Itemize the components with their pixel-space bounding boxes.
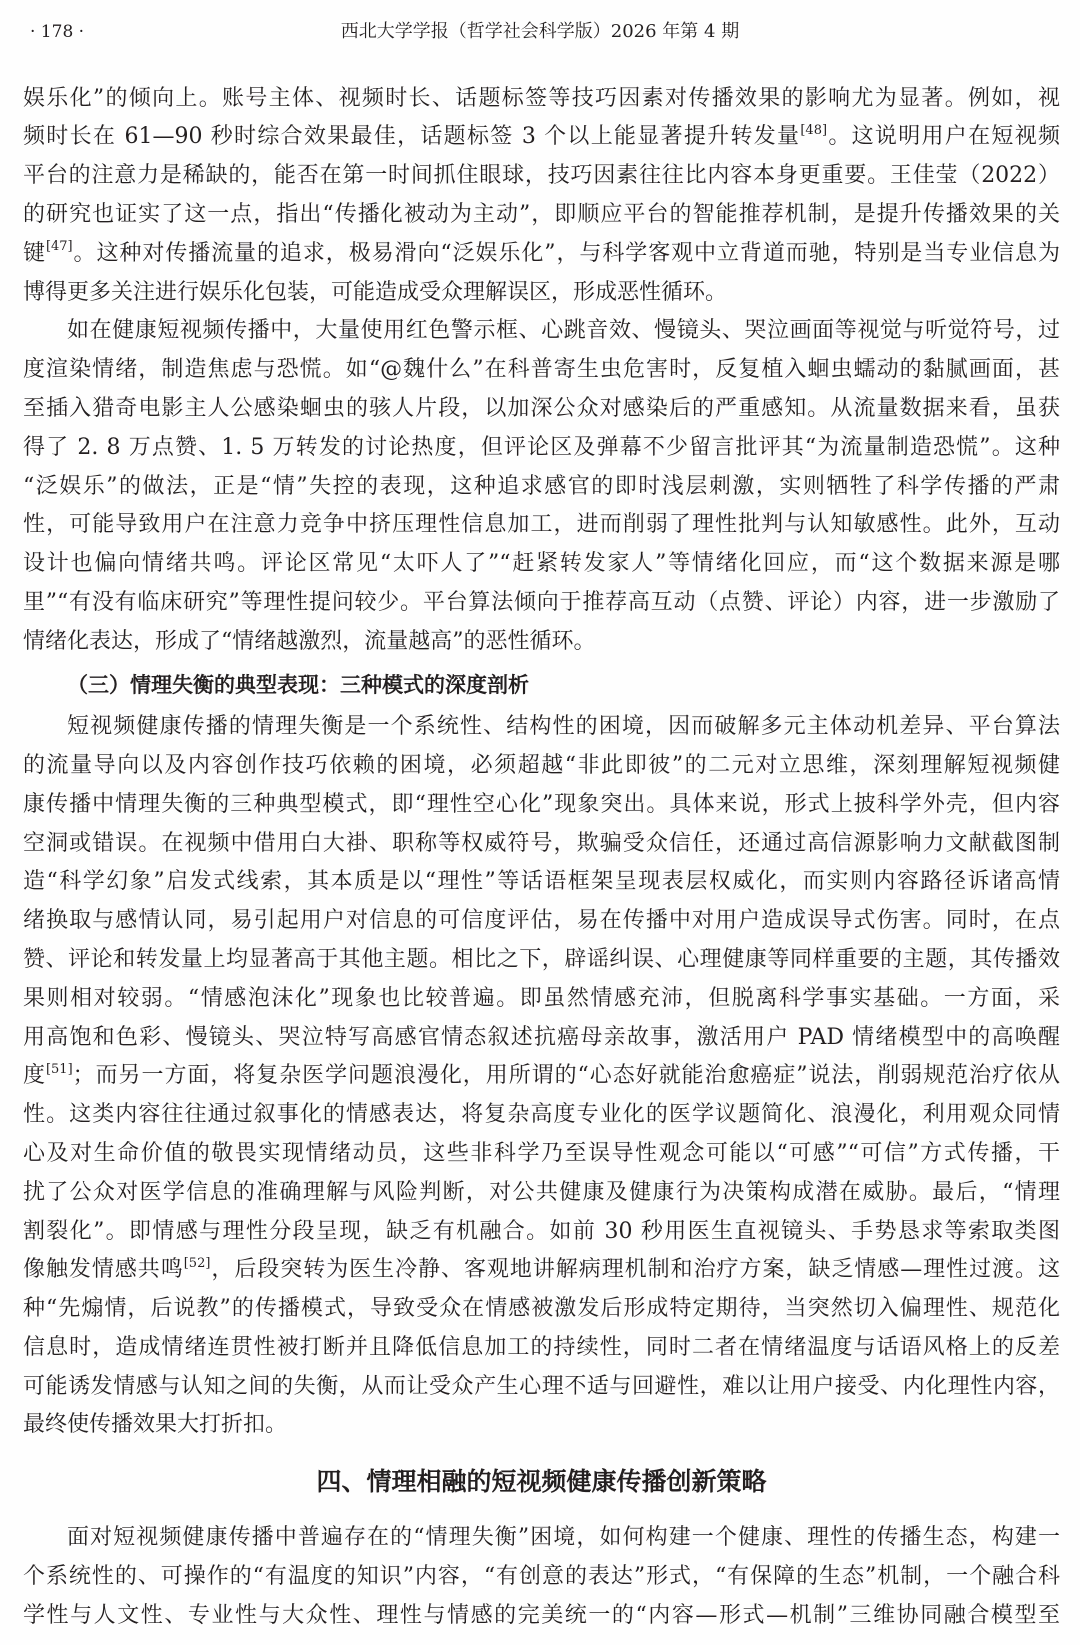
text-line: 扰了公众对医学信息的准确理解与风险判断，对公共健康及健康行为决策构成潜在威胁。最后，“情理 xyxy=(23,1179,1060,1205)
text-line: 绪换取与感情认同，易引起用户对信息的可信度评估，易在传播中对用户造成误导式伤害。同时，在点 xyxy=(23,908,1060,934)
text-line: 个系统性的、可操作的“有温度的知识”内容，“有创意的表达”形式，“有保障的生态”机制，一个融合科 xyxy=(23,1563,1060,1589)
text-line: 赞、评论和转发量上均显著高于其他主题。相比之下，辟谣纠误、心理健康等同样重要的主题，其传播效 xyxy=(23,946,1060,972)
text-line: 度渲染情绪，制造焦虑与恐慌。如“@魏什么”在科普寄生虫危害时，反复植入蛔虫蠕动的黏腻画面，甚 xyxy=(23,357,1060,383)
text-line: 面对短视频健康传播中普遍存在的“情理失衡”困境，如何构建一个健康、理性的传播生态，构建一 xyxy=(67,1524,1060,1550)
citation-ref: [52] xyxy=(183,1255,211,1271)
text-line xyxy=(23,1251,1060,1290)
text-line xyxy=(23,118,1060,157)
paragraph xyxy=(23,1519,1060,1635)
text-line: 信息时，造成情绪连贯性被打断并且降低信息加工的持续性，同时二者在情绪温度与话语风格上的反差 xyxy=(23,1334,1060,1360)
subsection-heading: （三）情理失衡的典型表现：三种模式的深度剖析 xyxy=(67,672,529,697)
text-run: 。这说明用户在短视频 xyxy=(827,124,1060,150)
journal-title: 西北大学学报（哲学社会科学版）2026 年第 4 期 xyxy=(340,21,740,42)
citation-ref: [47] xyxy=(45,239,73,255)
text-line: “泛娱乐”的做法，正是“情”失控的表现，这种追求感官的即时浅层刺激，实则牺牲了科学传播的严肃 xyxy=(23,473,1060,499)
text-run: ；而另一方面，将复杂医学问题浪漫化，用所谓的“心态好就能治愈癌症”说法，削弱规范治疗依从 xyxy=(72,1063,1060,1089)
text-line: 情绪化表达，形成了“情绪越激烈，流量越高”的恶性循环。 xyxy=(23,628,596,654)
text-line: 至插入猎奇电影主人公感染蛔虫的骇人片段，以加深公众对感染后的严重感知。从流量数据来看，虽获 xyxy=(23,395,1060,421)
text-run: 度 xyxy=(23,1063,46,1089)
text-run: ，后段突转为医生冷静、客观地讲解病理机制和治疗方案，缺乏情感—理性过渡。这 xyxy=(210,1257,1060,1283)
text-line: 空洞或错误。在视频中借用白大褂、职称等权威符号，欺骗受众信任，还通过高信源影响力文献截图制 xyxy=(23,830,1060,856)
text-line: 种“先煽情，后说教”的传播模式，导致受众在情感被激发后形成特定期待，当突然切入偏理性、规范化 xyxy=(23,1296,1060,1322)
text-line: 的研究也证实了这一点，指出“传播化被动为主动”，即顺应平台的智能推荐机制，是提升传播效果的关 xyxy=(23,201,1060,227)
text-line: 果则相对较弱。“情感泡沫化”现象也比较普遍。即虽然情感充沛，但脱离科学事实基础。一方面，采 xyxy=(23,985,1060,1011)
text-line: 康传播中情理失衡的三种典型模式，即“理性空心化”现象突出。具体来说，形式上披科学外壳，但内容 xyxy=(23,791,1060,817)
text-line: 如在健康短视频传播中，大量使用红色警示框、心跳音效、慢镜头、哭泣画面等视觉与听觉符号，过 xyxy=(67,318,1060,344)
text-run: 像触发情感共鸣 xyxy=(23,1257,184,1283)
text-line: 割裂化”。即情感与理性分段呈现，缺乏有机融合。如前 30 秒用医生直视镜头、手势恳求等索取类图 xyxy=(23,1218,1060,1244)
text-run: 频时长在 61—90 秒时综合效果最佳，话题标签 3 个以上能显著提升转发量 xyxy=(23,124,801,150)
text-line: 性。这类内容往往通过叙事化的情感表达，将复杂高度专业化的医学议题简化、浪漫化，利用观众同情 xyxy=(23,1102,1060,1128)
text-line: 里”“有没有临床研究”等理性提问较少。平台算法倾向于推荐高互动（点赞、评论）内容，进一步激励了 xyxy=(23,589,1060,615)
text-line: 心及对生命价值的敬畏实现情绪动员，这些非科学乃至误导性观念可能以“可感”“可信”方式传播，干 xyxy=(23,1140,1060,1166)
text-line: 学性与人文性、专业性与大众性、理性与情感的完美统一的“内容—形式—机制”三维协同融合模型至 xyxy=(23,1602,1060,1628)
body-text xyxy=(23,80,1060,1636)
page-number: · 178 · xyxy=(30,22,85,42)
text-line: 得了 2. 8 万点赞、1. 5 万转发的讨论热度，但评论区及弹幕不少留言批评其“为流量制造恐慌”。这种 xyxy=(23,434,1060,460)
text-run: 键 xyxy=(23,240,46,266)
paragraph xyxy=(23,80,1060,313)
text-line: 造“科学幻象”启发式线索，其本质是以“理性”等话语框架呈现表层权威化，而实则内容路径诉诸高情 xyxy=(23,869,1060,895)
text-line: 性，可能导致用户在注意力竞争中挤压理性信息加工，进而削弱了理性批判与认知敏感性。此外，互动 xyxy=(23,512,1060,538)
text-line: 可能诱发情感与认知之间的失衡，从而让受众产生心理不适与回避性，难以让用户接受、内化理性内容， xyxy=(23,1373,1060,1399)
paragraph xyxy=(23,708,1060,1445)
text-line xyxy=(23,1057,1060,1096)
text-line xyxy=(23,235,1060,274)
text-line: 娱乐化”的倾向上。账号主体、视频时长、话题标签等技巧因素对传播效果的影响尤为显著。例如，视 xyxy=(23,85,1060,111)
text-line: 短视频健康传播的情理失衡是一个系统性、结构性的困境，因而破解多元主体动机差异、平台算法 xyxy=(67,714,1060,740)
paragraph xyxy=(23,312,1060,661)
citation-ref: [51] xyxy=(45,1061,73,1077)
text-line: 用高饱和色彩、慢镜头、哭泣特写高感官情态叙述抗癌母亲故事，激活用户 PAD 情绪模型中的高唤醒 xyxy=(23,1024,1060,1050)
text-line: 的流量导向以及内容创作技巧依赖的困境，必须超越“非此即彼”的二元对立思维，深刻理解短视频健 xyxy=(23,752,1060,778)
text-run: 。这种对传播流量的追求，极易滑向“泛娱乐化”，与科学客观中立背道而驰，特别是当专业信息为 xyxy=(72,240,1060,266)
text-line: 博得更多关注进行娱乐化包装，可能造成受众理解误区，形成恶性循环。 xyxy=(23,279,728,305)
section-heading: 四、情理相融的短视频健康传播创新策略 xyxy=(316,1467,767,1497)
text-line: 设计也偏向情绪共鸣。评论区常见“太吓人了”“赶紧转发家人”等情绪化回应，而“这个数据来源是哪 xyxy=(23,551,1060,577)
text-line: 平台的注意力是稀缺的，能否在第一时间抓住眼球，技巧因素往往比内容本身更重要。王佳莹（2022） xyxy=(23,163,1060,189)
citation-ref: [48] xyxy=(800,122,828,138)
text-line: 最终使传播效果大打折扣。 xyxy=(23,1412,288,1438)
